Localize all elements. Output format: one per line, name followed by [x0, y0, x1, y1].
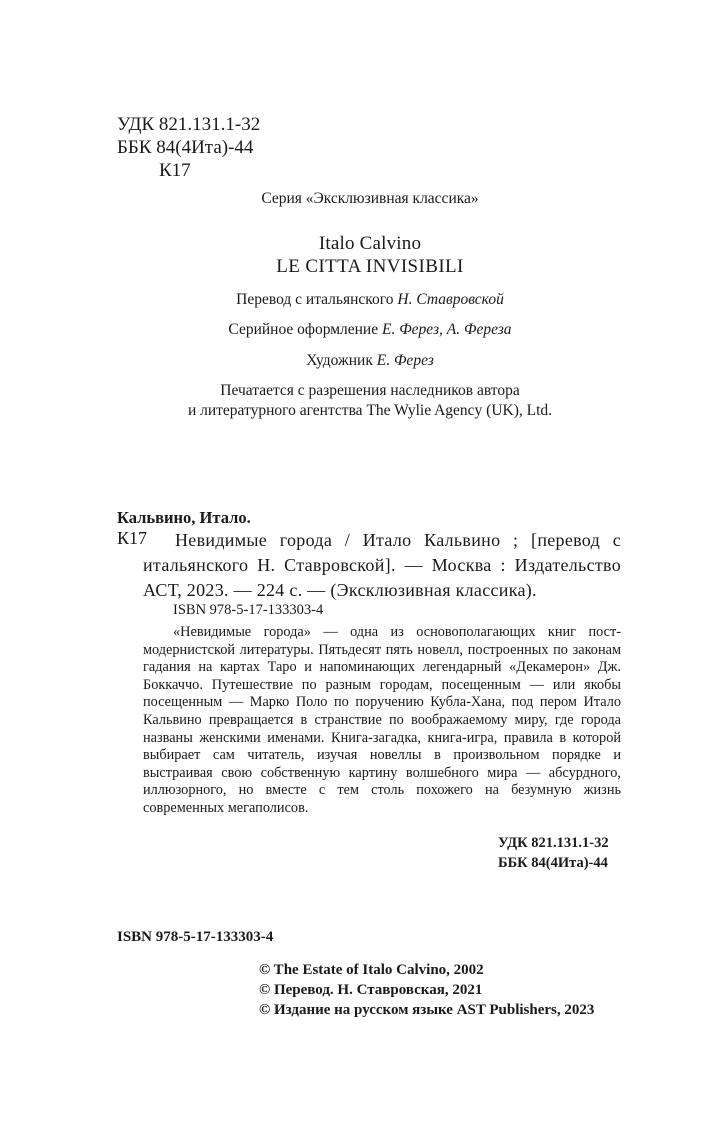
artist-name: Е. Ферез: [376, 352, 434, 369]
series-name: Серия «Эксклюзивная классика»: [261, 190, 479, 207]
bibliographic-bbk: ББК 84(4Ита)-44: [498, 855, 608, 871]
annotation: [143, 624, 621, 818]
design-label: Серийное оформление: [228, 321, 382, 338]
translator-label: Перевод с итальянского: [236, 291, 398, 308]
artist-label: Художник: [306, 352, 377, 369]
author-mark: К17: [159, 160, 191, 181]
permission-line-2: и литературного агентства The Wylie Agency (UK), Ltd.: [187, 402, 553, 419]
design-names: Е. Ферез, А. Фереза: [381, 321, 512, 338]
udk-code: УДК 821.131.1-32: [117, 114, 261, 135]
artist-credit: [0, 352, 709, 370]
bibliographic-description-first: Невидимые города / Итало Кальвино ; [перевод с: [175, 530, 621, 550]
translator-credit: [0, 291, 709, 309]
permission-line-1: Печатается с разрешения наследников автора: [220, 382, 520, 399]
copyright-line: © Издание на русском языке AST Publishers, 2023: [259, 1002, 595, 1018]
copyright-line: © Перевод. Н. Ставровская, 2021: [259, 982, 483, 998]
permission-note: [0, 381, 709, 421]
annotation-first: «Невидимые города» — одна из основополагающих книг пост-: [173, 624, 621, 640]
bibliographic-heading: Кальвино, Итало.: [117, 508, 251, 527]
annotation-rest: модернистской литературы. Пятьдесят пять новелл, построенных по законам гадания на картах Таро и напоминающих легендарный «Декамерон» Дж. Боккаччо. Путешествие по разным городам, посещенным — или якобы посещенным — Марко Поло по поручению Кубла-Хана, под пером Итало Кальвино превращается в странствие по воображаемому миру, где города названы женскими именами. Книга-загадка, книга-игра, правила в которой выбирает сам читатель, изучая новеллы в произвольном порядке и выстраивая свою собственную картину волшебного мира — абсурдного, иллюзорного, но вместе с тем столь похожего на безумную жизнь современных мегаполисов.: [143, 641, 621, 816]
bbk-code: ББК 84(4Ита)-44: [117, 137, 254, 158]
bibliographic-udk: УДК 821.131.1-32: [498, 835, 609, 851]
translator-name: Н. Ставровской: [397, 291, 504, 308]
classification-block: [117, 113, 260, 182]
bibliographic-code: К17: [117, 528, 148, 548]
copyright-block: [259, 960, 594, 1020]
isbn-bottom: ISBN 978-5-17-133303-4: [117, 929, 274, 945]
bibliographic-classification: [498, 833, 609, 873]
bibliographic-isbn: ISBN 978-5-17-133303-4: [173, 602, 324, 618]
copyright-line: © The Estate of Italo Calvino, 2002: [259, 962, 484, 978]
design-credit: [0, 321, 709, 339]
original-author: Italo Calvino: [318, 233, 422, 254]
bibliographic-description-rest: итальянского Н. Ставровской]. — Москва : Издательство АСТ, 2023. — 224 с. — (Эксклюзивная классика).: [143, 555, 621, 600]
original-title: LE CITTA INVISIBILI: [276, 256, 464, 277]
bibliographic-description: [143, 528, 621, 603]
